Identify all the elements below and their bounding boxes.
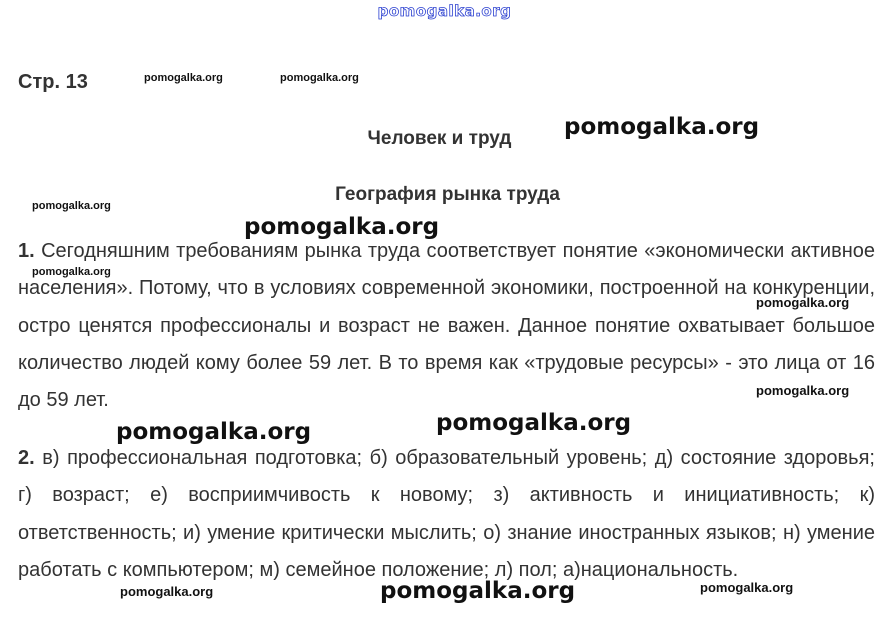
answer-number: 2. xyxy=(18,447,35,469)
watermark: pomogalka.org xyxy=(700,580,794,595)
watermark: pomogalka.org xyxy=(32,200,111,212)
section-title: Человек и труд xyxy=(367,128,512,149)
watermark: pomogalka.org xyxy=(436,410,632,436)
watermark: pomogalka.org xyxy=(116,419,312,445)
answer-text: в) профессиональная подготовка; б) образовательный уровень; д) состояние здоровья; г) возраст; е) восприимчивость к новому; з) активность и инициативность; к) ответственность; и) умение критически мыслить; о) знание иностранных языков; н) умение работать с компьютером; м) семейное положение; л) пол; а)национальность. xyxy=(18,447,875,581)
answer-number: 1. xyxy=(18,240,35,262)
watermark: pomogalka.org xyxy=(32,266,111,278)
watermark: pomogalka.org xyxy=(120,584,214,599)
page-number: Стр. 13 xyxy=(18,71,88,93)
answer-1 xyxy=(18,233,875,419)
watermark: pomogalka.org xyxy=(280,72,359,84)
watermark: pomogalka.org xyxy=(564,114,760,140)
answer-text: Сегодняшним требованиям рынка труда соответствует понятие «экономически активное населения». Потому, что в условиях современной экономики, построенной на конкуренции, остро ценятся профессионалы и возраст не важен. Данное понятие охватывает большое количество людей кому более 59 лет. В то время как «трудовые ресурсы» - это лица от 16 до 59 лет. xyxy=(18,240,875,412)
header-watermark: pomogalka.org xyxy=(377,2,512,20)
watermark: pomogalka.org xyxy=(380,578,576,604)
watermark: pomogalka.org xyxy=(244,214,440,240)
answer-2 xyxy=(18,440,875,589)
watermark: pomogalka.org xyxy=(756,295,850,310)
topic-title: География рынка труда xyxy=(335,184,560,205)
watermark: pomogalka.org xyxy=(756,383,850,398)
watermark: pomogalka.org xyxy=(144,72,223,84)
